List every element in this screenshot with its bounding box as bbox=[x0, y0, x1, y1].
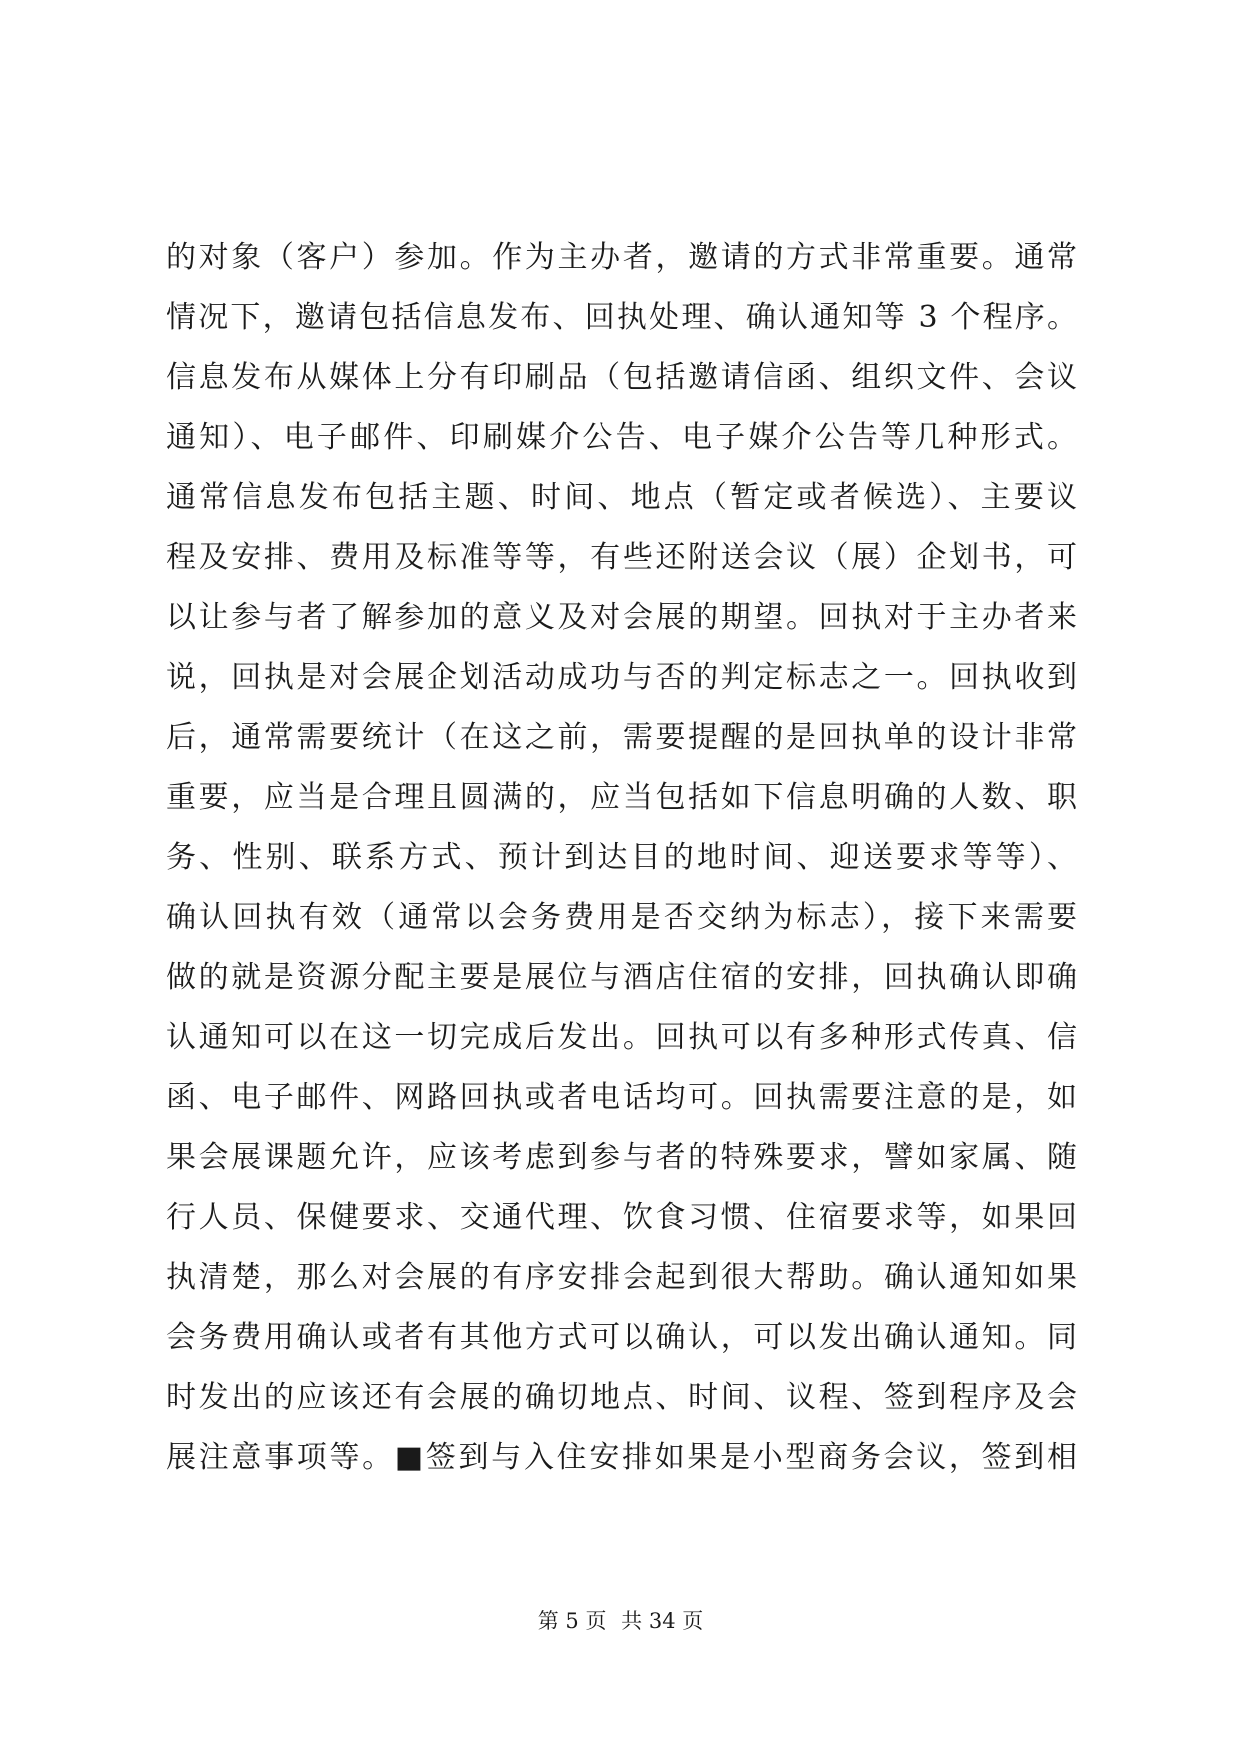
text-line: 程及安排、费用及标准等等，有些还附送会议（展）企划书，可 bbox=[166, 540, 1078, 575]
text-line: 通常信息发布包括主题、时间、地点（暂定或者候选）、主要议 bbox=[166, 480, 1078, 515]
text-line: 认通知可以在这一切完成后发出。回执可以有多种形式传真、信 bbox=[166, 1020, 1078, 1055]
text-line: 说，回执是对会展企划活动成功与否的判定标志之一。回执收到 bbox=[166, 660, 1078, 695]
text-line: 通知）、电子邮件、印刷媒介公告、电子媒介公告等几种形式。 bbox=[166, 420, 1078, 455]
page-total: 共 34 页 bbox=[621, 1609, 704, 1633]
text-line: 展注意事项等。■签到与入住安排如果是小型商务会议，签到相 bbox=[166, 1440, 1078, 1475]
text-line: 后，通常需要统计（在这之前，需要提醒的是回执单的设计非常 bbox=[166, 720, 1078, 755]
text-line: 时发出的应该还有会展的确切地点、时间、议程、签到程序及会 bbox=[166, 1380, 1078, 1415]
text-line: 信息发布从媒体上分有印刷品（包括邀请信函、组织文件、会议 bbox=[166, 360, 1078, 395]
page-number: 第 5 页 bbox=[537, 1609, 607, 1633]
text-line: 会务费用确认或者有其他方式可以确认，可以发出确认通知。同 bbox=[166, 1320, 1078, 1355]
text-line: 函、电子邮件、网路回执或者电话均可。回执需要注意的是，如 bbox=[166, 1080, 1078, 1115]
text-line: 确认回执有效（通常以会务费用是否交纳为标志），接下来需要 bbox=[166, 900, 1078, 935]
text-line: 情况下，邀请包括信息发布、回执处理、确认通知等 3 个程序。 bbox=[166, 300, 1078, 335]
page-footer bbox=[0, 1608, 1241, 1634]
text-line: 重要，应当是合理且圆满的，应当包括如下信息明确的人数、职 bbox=[166, 780, 1078, 815]
text-line: 果会展课题允许，应该考虑到参与者的特殊要求，譬如家属、随 bbox=[166, 1140, 1078, 1175]
text-line: 做的就是资源分配主要是展位与酒店住宿的安排，回执确认即确 bbox=[166, 960, 1078, 995]
body-text bbox=[166, 228, 1078, 1488]
text-line: 的对象（客户）参加。作为主办者，邀请的方式非常重要。通常 bbox=[166, 240, 1078, 275]
text-line: 行人员、保健要求、交通代理、饮食习惯、住宿要求等，如果回 bbox=[166, 1200, 1078, 1235]
text-line: 务、性别、联系方式、预计到达目的地时间、迎送要求等等）、 bbox=[166, 840, 1078, 875]
text-line: 以让参与者了解参加的意义及对会展的期望。回执对于主办者来 bbox=[166, 600, 1078, 635]
text-line: 执清楚，那么对会展的有序安排会起到很大帮助。确认通知如果 bbox=[166, 1260, 1078, 1295]
